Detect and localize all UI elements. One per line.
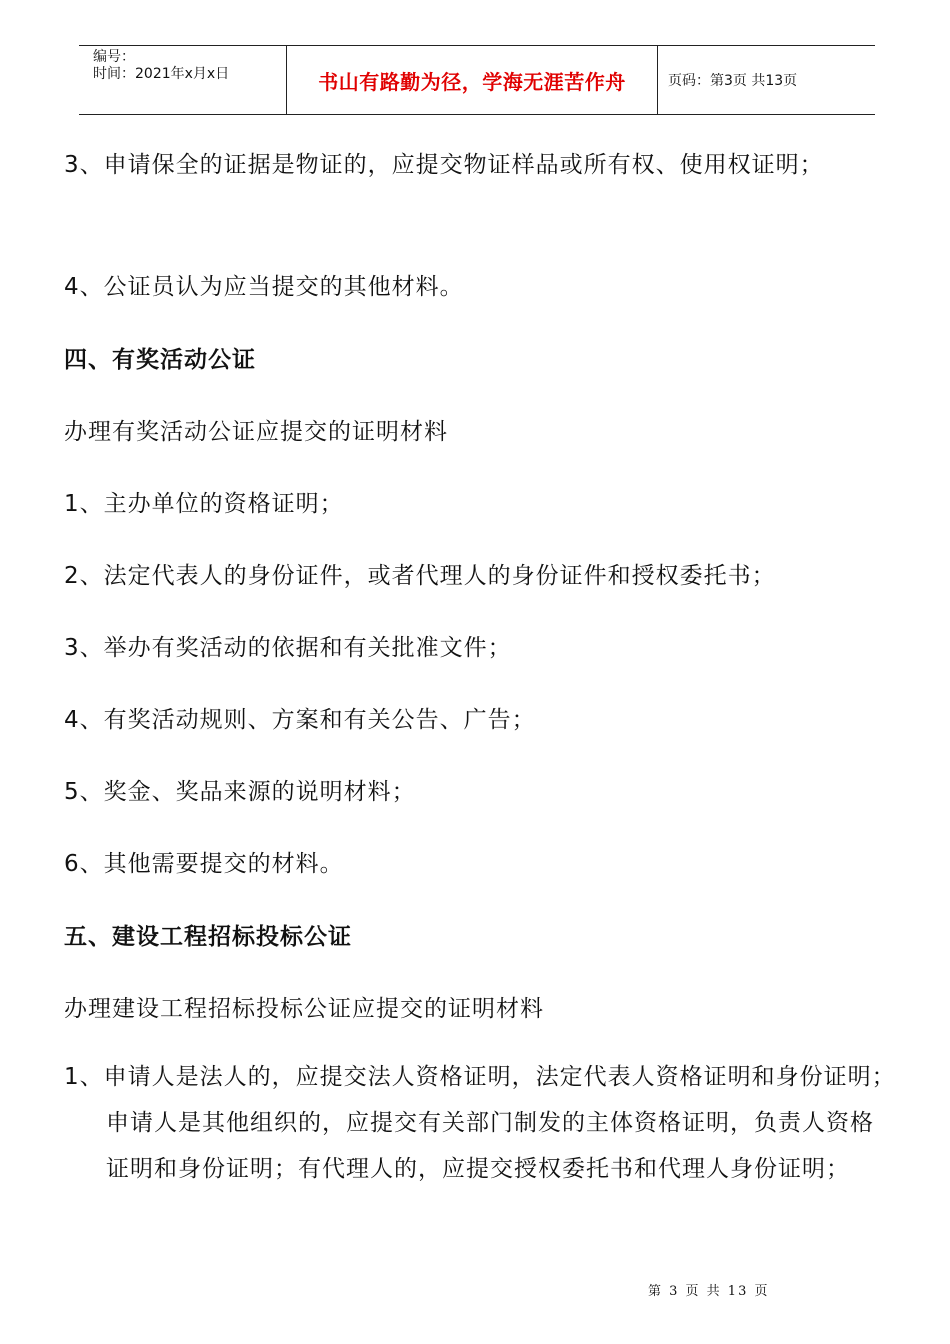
header-page-info: 页码：第3页 共13页 xyxy=(668,73,798,89)
section-4-item-2: 2、法定代表人的身份证件，或者代理人的身份证件和授权委托书； xyxy=(64,563,776,589)
section-4-item-5: 5、奖金、奖品来源的说明材料； xyxy=(64,779,416,805)
section-4-item-3: 3、举办有奖活动的依据和有关批准文件； xyxy=(64,635,512,661)
page-footer: 第 3 页 共 13 页 xyxy=(648,1284,770,1299)
section-4-item-1: 1、主办单位的资格证明； xyxy=(64,491,344,517)
preservation-item-4: 4、公证员认为应当提交的其他材料。 xyxy=(64,274,464,300)
section-5-title: 五、建设工程招标投标公证 xyxy=(64,924,352,950)
section-4-item-4: 4、有奖活动规则、方案和有关公告、广告； xyxy=(64,707,536,733)
section-5-intro: 办理建设工程招标投标公证应提交的证明材料 xyxy=(64,996,544,1022)
section-4-title: 四、有奖活动公证 xyxy=(64,347,256,373)
document-header xyxy=(79,45,875,115)
section-4-item-6: 6、其他需要提交的材料。 xyxy=(64,851,344,877)
header-motto: 书山有路勤为径，学海无涯苦作舟 xyxy=(287,46,658,114)
preservation-item-3: 3、申请保全的证据是物证的，应提交物证样品或所有权、使用权证明； xyxy=(64,152,824,178)
header-meta xyxy=(79,46,287,114)
section-5-item-1: 1、申请人是法人的，应提交法人资格证明，法定代表人资格证明和身份证明；申请人是其他组织的，应提交有关部门制发的主体资格证明，负责人资格证明和身份证明；有代理人的，应提交授权委托书和代理人身份证明； xyxy=(64,1064,896,1182)
header-time-label: 时间：2021年x月x日 xyxy=(93,66,230,82)
section-4-intro: 办理有奖活动公证应提交的证明材料 xyxy=(64,419,448,445)
header-number-label: 编号： xyxy=(93,49,135,65)
